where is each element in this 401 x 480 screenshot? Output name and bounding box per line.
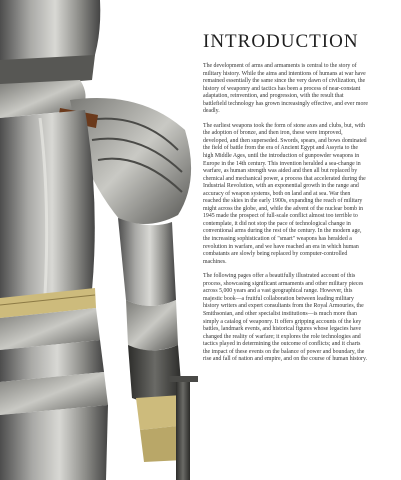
introduction-text-column [203, 32, 368, 371]
paragraph-2: The earliest weapons took the form of stone axes and clubs, but, with the adoption of bronze, and then iron, these were improved, developed, and then superseded. Swords, spears, and bows dominated the field of battle from the era of Ancient Egypt and Assyria to the high Middle Ages, until the introduction of gunpowder weapons in Europe in the 14th century. This invention heralded a sea-change in warfare, as human strength was aided and then all but replaced by chemical and mechanical power, a process that accelerated during the Industrial Revolution, with an exponential growth in the range and accuracy of weapon systems, both on land and at sea. War then reached the skies in the early 1900s, expanding the reach of military might across the globe, and, while the advent of the nuclear bomb in 1945 made the prospect of full-scale conflict almost too terrible to contemplate, it did not stop the pace of technological change in conventional arms during the rest of the century. In the modern age, the increasing sophistication of "smart" weapons has heralded a revolution in warfare, and we have reached an era in which human combatants are slowly being replaced by computer-controlled machines. [203, 122, 367, 265]
paragraph-1: The development of arms and armaments is central to the story of military history. While the aims and intentions of humans at war have remained essentially the same since the very dawn of civilization, the history of weaponry and tactics has been a process of near-constant adaptation, reinvention, and progression, with the result that battlefield technology has grown increasingly effective, and ever more deadly. [203, 63, 368, 115]
page-title: INTRODUCTION [203, 31, 359, 52]
paragraph-3: The following pages offer a beautifully illustrated account of this process, showcasing significant armaments and other military pieces across 5,000 years and a vast geographical range. However, this majestic book—a fruitful collaboration between leading military history writers and expert consultants from the Royal Armouries, the Smithsonian, and other specialist institutions—is much more than simply a catalog of weaponry. It offers gripping accounts of the key battles, landmark events, and historical figures whose legacies have changed the reality of warfare; it explores the role technologies and tactics played in determining the outcome of conflicts; and it charts the impact of these events on the balance of power and boundary, the rise and fall of nation and empire, and on the course of human history. [203, 273, 368, 363]
